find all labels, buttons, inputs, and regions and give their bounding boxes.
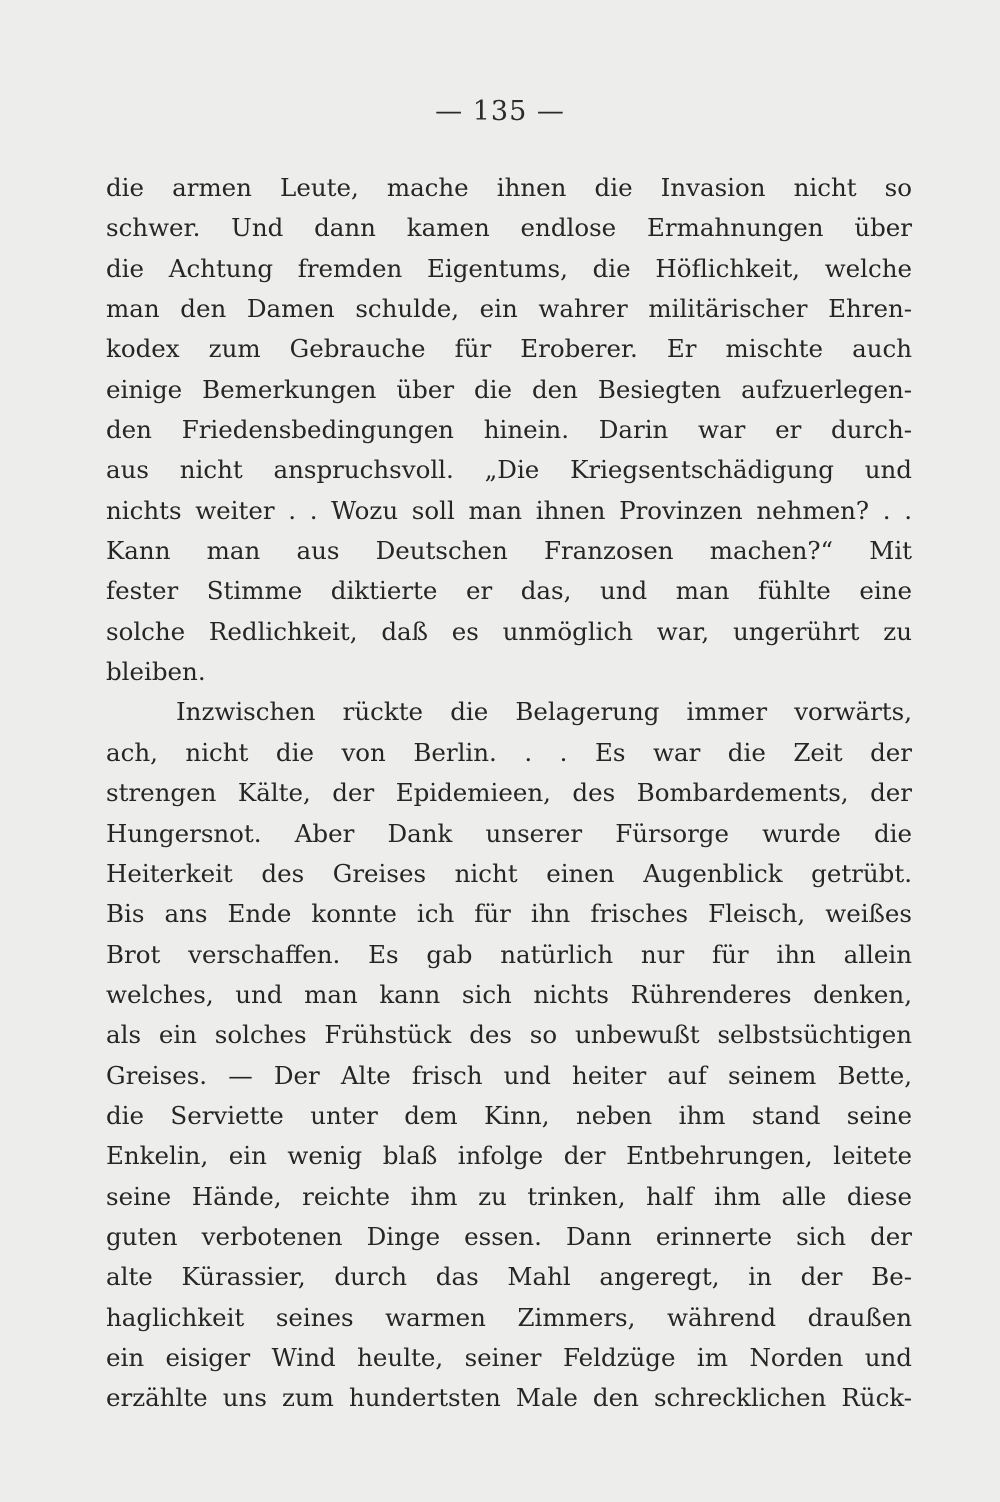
text-line: erzählte uns zum hundertsten Male den schrecklichen Rück- bbox=[106, 1383, 912, 1413]
text-line: ein eisiger Wind heulte, seiner Feldzüge im Norden und bbox=[106, 1342, 912, 1372]
text-line: strengen Kälte, der Epidemieen, des Bombardements, der bbox=[106, 778, 912, 808]
text-line: die Serviette unter dem Kinn, neben ihm stand seine bbox=[106, 1100, 912, 1130]
page-number: — 135 — bbox=[435, 96, 565, 127]
text-line: aus nicht anspruchsvoll. „Die Kriegsentschädigung und bbox=[106, 455, 912, 485]
text-line: Brot verschaffen. Es gab natürlich nur für ihn allein bbox=[106, 939, 912, 969]
text-line: welches, und man kann sich nichts Rührenderes denken, bbox=[106, 979, 912, 1009]
text-line: schwer. Und dann kamen endlose Ermahnungen über bbox=[106, 213, 912, 243]
text-line: Enkelin, ein wenig blaß infolge der Entbehrungen, leitete bbox=[106, 1141, 912, 1171]
text-line: nichts weiter . . Wozu soll man ihnen Provinzen nehmen? . . bbox=[106, 495, 912, 525]
text-line: ach, nicht die von Berlin. . . Es war die Zeit der bbox=[106, 737, 912, 767]
text-line: den Friedensbedingungen hinein. Darin war er durch- bbox=[106, 415, 912, 445]
text-line: solche Redlichkeit, daß es unmöglich war, ungerührt zu bbox=[106, 616, 912, 646]
text-line: Bis ans Ende konnte ich für ihn frisches Fleisch, weißes bbox=[106, 899, 912, 929]
text-line: Greises. — Der Alte frisch und heiter auf seinem Bette, bbox=[106, 1060, 912, 1090]
text-line: einige Bemerkungen über die den Besiegten aufzuerlegen- bbox=[106, 374, 912, 404]
text-line: Hungersnot. Aber Dank unserer Fürsorge wurde die bbox=[106, 818, 912, 848]
text-line: kodex zum Gebrauche für Eroberer. Er mischte auch bbox=[106, 334, 912, 364]
text-line: seine Hände, reichte ihm zu trinken, half ihm alle diese bbox=[106, 1181, 912, 1211]
body-text bbox=[106, 168, 912, 1419]
text-line: die Achtung fremden Eigentums, die Höflichkeit, welche bbox=[106, 253, 912, 283]
text-line: alte Kürassier, durch das Mahl angeregt, in der Be- bbox=[106, 1262, 912, 1292]
text-line: als ein solches Frühstück des so unbewußt selbstsüchtigen bbox=[106, 1020, 912, 1050]
text-line: man den Damen schulde, ein wahrer militärischer Ehren- bbox=[106, 294, 912, 324]
text-line: Inzwischen rückte die Belagerung immer vorwärts, bbox=[176, 697, 912, 727]
text-line: guten verbotenen Dinge essen. Dann erinnerte sich der bbox=[106, 1221, 912, 1251]
text-line: fester Stimme diktierte er das, und man fühlte eine bbox=[106, 576, 912, 606]
text-line: Kann man aus Deutschen Franzosen machen?“ Mit bbox=[106, 536, 912, 566]
text-line: haglichkeit seines warmen Zimmers, während draußen bbox=[106, 1302, 912, 1332]
text-line: die armen Leute, mache ihnen die Invasion nicht so bbox=[106, 173, 912, 202]
text-line: bleiben. bbox=[106, 657, 206, 687]
text-line: Heiterkeit des Greises nicht einen Augenblick getrübt. bbox=[106, 858, 912, 888]
